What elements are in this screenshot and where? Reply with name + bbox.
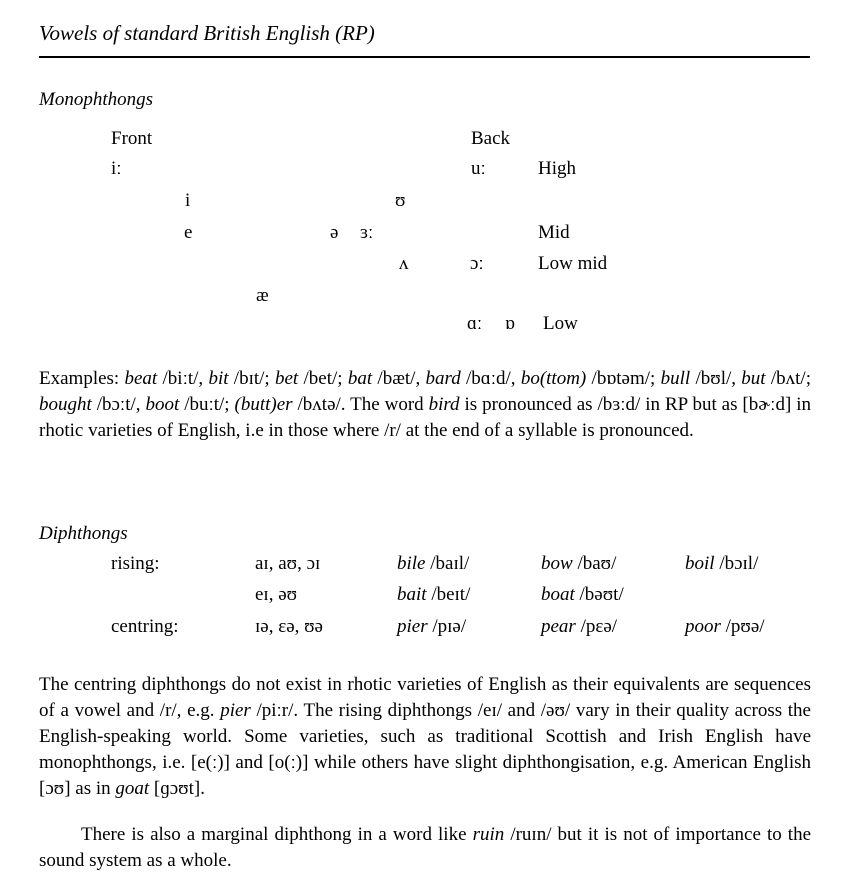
example-word: bait (397, 584, 427, 605)
diphthong-example (397, 552, 469, 576)
vowel-symbol: ɔː (470, 253, 484, 274)
example-transcription: /pɛə/ (575, 616, 618, 637)
paragraph-text: /bet/; (298, 368, 348, 389)
example-transcription: /bɔɪl/ (714, 553, 759, 574)
vowel-symbol: ʊ (395, 190, 406, 211)
page-title: Vowels of standard British English (RP) (39, 21, 375, 45)
paragraph-text: /bɑːd/, (460, 368, 521, 389)
paragraph-text: /buːt/; (179, 394, 235, 415)
vowel-symbol: æ (256, 285, 269, 306)
diphthong-example (397, 583, 470, 607)
vowel-chart-axis-label-back: Back (471, 128, 511, 149)
paragraph-text: /bʌt/; (765, 368, 811, 389)
example-word: boat (541, 584, 575, 605)
vowel-symbol: i (185, 190, 191, 211)
example-word: beat (124, 368, 158, 389)
paragraph-text: /bɔːt/, (91, 394, 146, 415)
example-word: bet (275, 368, 299, 389)
vowel-height-label: Low mid (538, 253, 608, 274)
example-word: poor (685, 616, 721, 637)
example-word: pear (541, 616, 576, 637)
examples-paragraph (39, 366, 811, 444)
diphthong-example (541, 583, 624, 607)
example-transcription: /beɪt/ (426, 584, 471, 605)
paragraph-text: /bʊl/, (690, 368, 742, 389)
diphthong-symbols: ɪə, ɛə, ʊə (255, 616, 323, 637)
example-transcription: /pʊə/ (720, 616, 765, 637)
paragraph-text: /biːt/, (157, 368, 209, 389)
example-word: bit (208, 368, 229, 389)
diphthong-row-label: centring: (111, 616, 179, 637)
vowel-height-label: High (538, 158, 576, 179)
paragraph-text: /bʌtə/. The word (292, 394, 429, 415)
marginal-diphthong-paragraph (39, 822, 811, 874)
example-word: ruin (472, 824, 505, 845)
centring-diphthongs-paragraph (39, 672, 811, 802)
example-word: bow (541, 553, 573, 574)
paragraph-lead: Examples: (39, 368, 125, 389)
section-heading-monophthongs: Monophthongs (39, 89, 153, 110)
diphthong-example (541, 615, 617, 639)
example-word: boil (685, 553, 715, 574)
example-word: bird (428, 394, 460, 415)
paragraph-text: There is also a marginal diphthong in a word like (81, 824, 473, 845)
paragraph-text: is pronounced as /bɜːd/ in RP but as [bɚːd] in rhotic varieties of English, i.e in those where /r/ at the end of a syllable is pronounced. (39, 394, 811, 441)
example-word: bull (660, 368, 691, 389)
section-heading-diphthongs: Diphthongs (39, 523, 128, 544)
vowel-symbol: ʌ (399, 253, 409, 274)
vowel-symbol: uː (471, 158, 486, 179)
vowel-symbol: ɒ (505, 313, 515, 334)
paragraph-text: /piːr/. The rising diphthongs /eɪ/ and /əʊ/ vary in their quality across the English-speaking world. Some varieties, such as traditional Scottish and Irish English have monophthongs, i.e. [e(ː)] and [o(ː)] while others have slight diphthongisation, e.g. American English [ɔʊ] as in (39, 700, 811, 799)
example-word: goat (115, 778, 150, 799)
vowel-symbol: ə (330, 222, 339, 243)
diphthong-example (685, 615, 765, 639)
vowel-chart-axis-label-front: Front (111, 128, 153, 149)
vowel-symbol: ɑː (467, 313, 483, 334)
diphthong-example (541, 552, 616, 576)
example-transcription: /baɪl/ (425, 553, 470, 574)
diphthong-example (685, 552, 758, 576)
paragraph-text: The centring diphthongs do not exist in rhotic varieties of English as their equivalents are sequences of a vowel and /r/, e.g. (39, 674, 811, 721)
example-word: bought (39, 394, 92, 415)
example-word: pier (397, 616, 428, 637)
example-word: but (741, 368, 766, 389)
vowel-symbol: e (184, 222, 193, 243)
paragraph-text: /ruɪn/ but it is not of importance to the sound system as a whole. (39, 824, 812, 871)
example-word: bat (347, 368, 373, 389)
diphthong-row-label: rising: (111, 553, 160, 574)
vowel-height-label: Mid (538, 222, 570, 243)
example-word: bile (397, 553, 426, 574)
example-word: (butt)er (234, 394, 293, 415)
diphthong-symbols: eɪ, əʊ (255, 584, 298, 605)
example-word: bo(ttom) (520, 368, 587, 389)
example-word: boot (145, 394, 180, 415)
paragraph-text: [ɡɔʊt]. (149, 778, 205, 799)
paragraph-text: /bɪt/; (228, 368, 275, 389)
diphthong-example (397, 615, 466, 639)
example-word: bard (425, 368, 461, 389)
paragraph-text: /bɒtəm/; (586, 368, 661, 389)
paragraph-text: /bæt/, (372, 368, 426, 389)
diphthong-symbols: aɪ, aʊ, ɔɪ (255, 553, 321, 574)
example-word: pier (220, 700, 251, 721)
vowel-height-label: Low (543, 313, 578, 334)
vowel-symbol: ɜː (360, 222, 374, 243)
example-transcription: /baʊ/ (572, 553, 617, 574)
example-transcription: /pɪə/ (427, 616, 467, 637)
vowel-symbol: iː (111, 158, 122, 179)
example-transcription: /bəʊt/ (574, 584, 624, 605)
